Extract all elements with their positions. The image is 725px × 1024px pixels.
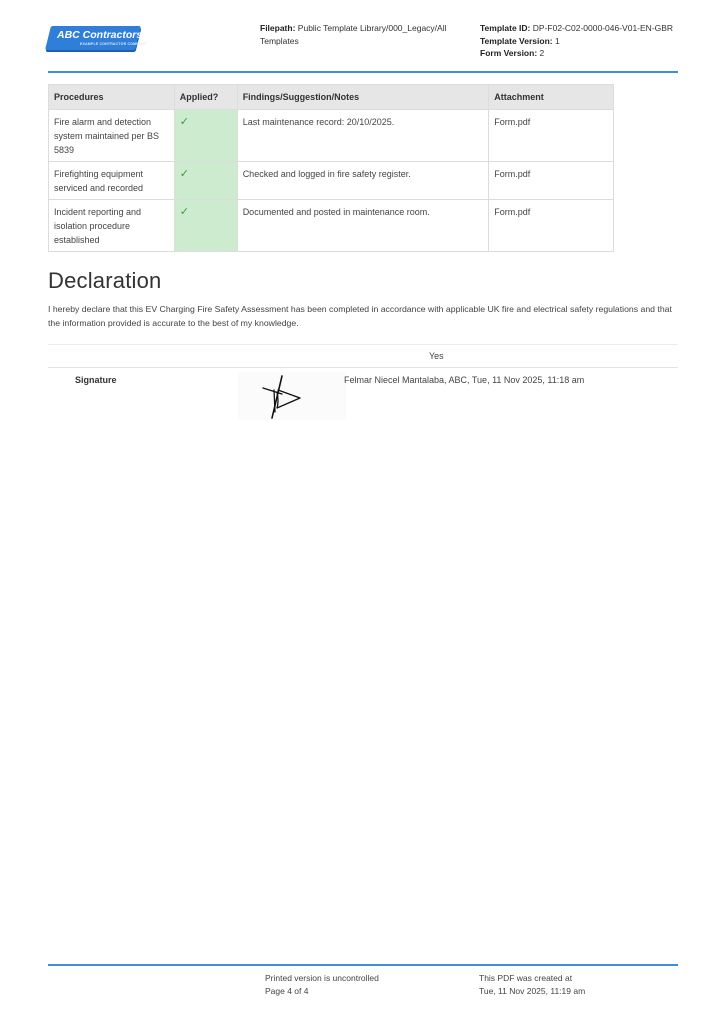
created-label: This PDF was created at	[479, 973, 573, 983]
logo-tagline: EXAMPLE CONTRACTOR COMPANY	[80, 42, 147, 46]
table-row	[49, 200, 614, 252]
signature-drawing-icon	[238, 372, 346, 420]
logo-name: ABC Contractors	[57, 29, 143, 41]
template-id-value: DP-F02-C02-0000-046-V01-EN-GBR	[532, 23, 674, 33]
signature-image	[238, 372, 346, 420]
created-timestamp: Tue, 11 Nov 2025, 11:19 am	[479, 986, 586, 996]
procedure-cell: Firefighting equipment serviced and recorded	[49, 162, 175, 200]
attachment-link[interactable]: Form.pdf	[489, 110, 614, 162]
declaration-answer: Yes	[429, 351, 444, 361]
notes-cell: Checked and logged in fire safety register.	[237, 162, 489, 200]
template-id-label: Template ID:	[480, 23, 531, 33]
column-header-procedures: Procedures	[49, 85, 175, 110]
signature-row	[48, 368, 678, 422]
procedures-table	[48, 84, 614, 252]
column-header-applied: Applied?	[174, 85, 237, 110]
notes-cell: Documented and posted in maintenance room.	[237, 200, 489, 252]
template-id	[480, 22, 695, 35]
attachment-link[interactable]: Form.pdf	[489, 162, 614, 200]
template-version	[480, 35, 695, 48]
company-logo	[48, 26, 147, 52]
check-icon: ✓	[174, 200, 237, 252]
page-header	[0, 0, 725, 74]
template-info	[480, 22, 695, 60]
procedure-cell: Fire alarm and detection system maintained per BS 5839	[49, 110, 175, 162]
signature-label: Signature	[75, 375, 117, 385]
template-version-label: Template Version:	[480, 35, 553, 46]
footer-created-info	[479, 972, 585, 998]
table-row	[49, 162, 614, 200]
check-icon: ✓	[174, 162, 237, 200]
footer-divider	[48, 964, 678, 966]
attachment-link[interactable]: Form.pdf	[489, 200, 614, 252]
form-version	[480, 47, 695, 60]
column-header-attachment: Attachment	[489, 85, 614, 110]
footer-print-info	[265, 972, 379, 998]
column-header-findings: Findings/Suggestion/Notes	[237, 85, 489, 110]
uncontrolled-notice: Printed version is uncontrolled	[265, 973, 379, 983]
form-version-label: Form Version:	[480, 48, 538, 58]
filepath-info	[260, 22, 465, 47]
notes-cell: Last maintenance record: 20/10/2025.	[237, 110, 489, 162]
header-divider	[48, 71, 678, 73]
declaration-title: Declaration	[48, 268, 162, 293]
declaration-answer-row	[48, 344, 678, 368]
procedure-cell: Incident reporting and isolation procedure established	[49, 200, 175, 252]
declaration-text: I hereby declare that this EV Charging Fire Safety Assessment has been completed in accordance with applicable UK fire and electrical safety regulations and that the information provided is accurate to the best of my knowledge.	[48, 304, 672, 328]
table-header-row	[49, 85, 614, 110]
table-row	[49, 110, 614, 162]
check-icon: ✓	[174, 110, 237, 162]
signature-meta: Felmar Niecel Mantalaba, ABC, Tue, 11 Nov 2025, 11:18 am	[344, 375, 585, 385]
filepath-label: Filepath:	[260, 23, 296, 33]
filepath-value: Public Template Library/000_Legacy/All Templates	[260, 23, 447, 46]
page-number: Page 4 of 4	[265, 986, 309, 996]
template-version-value: 1	[554, 35, 560, 46]
form-version-value: 2	[539, 48, 545, 58]
